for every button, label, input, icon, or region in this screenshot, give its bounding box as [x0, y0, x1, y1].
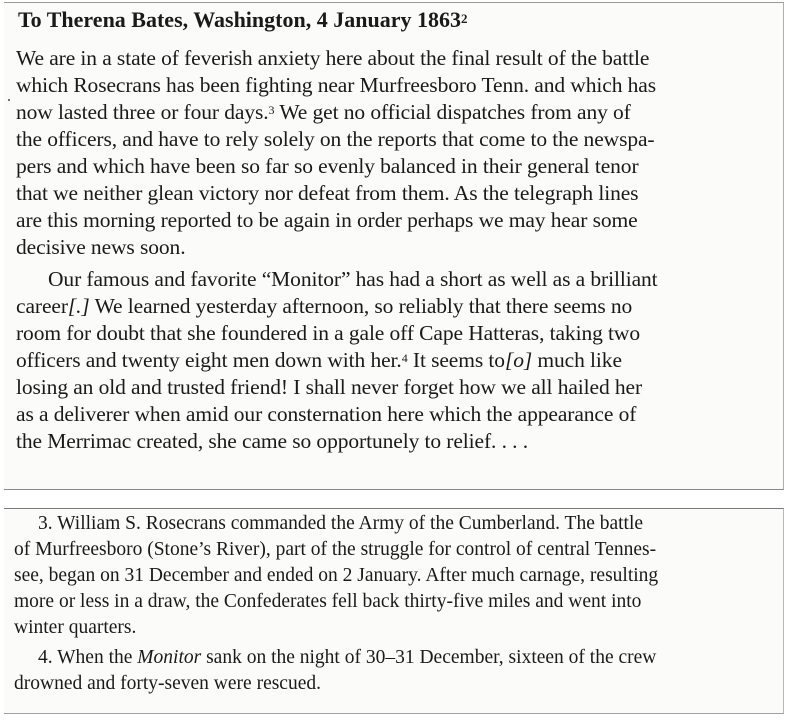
footnote-3-line: of Murfreesboro (Stone’s River), part of the struggle for control of central Tennes-	[14, 539, 657, 560]
letter-line: are this morning reported to be again in order perhaps we may hear some	[16, 208, 638, 232]
letter-text: We learned yesterday afternoon, so reliably that there seems no	[89, 294, 633, 318]
letter-heading	[18, 5, 467, 35]
footnote-ref-3: 3	[268, 103, 275, 117]
letter-line: as a deliverer when amid our consternation here which the appearance of	[16, 402, 637, 426]
letter-line: Our famous and favorite “Monitor” has had a short as well as a brilliant	[48, 267, 658, 291]
letter-line: that we neither glean victory nor defeat from them. As the telegraph lines	[16, 181, 639, 205]
footnote-4-line: drowned and forty-seven were rescued.	[14, 673, 321, 694]
letter-text: much like	[532, 348, 622, 372]
letter-line: the Merrimac created, she came so opportunely to relief. . . .	[16, 429, 528, 453]
letter-line: decisive news soon.	[16, 235, 186, 259]
letter-line	[16, 293, 632, 320]
footnote-text: 4. When the	[38, 647, 138, 668]
heading-text: To Therena Bates, Washington, 4 January 1863	[18, 7, 461, 32]
footnote-ref-4: 4	[401, 351, 408, 365]
letter-line: pers and which have been so far so evenly balanced in their general tenor	[16, 154, 639, 178]
footnote-3-line: winter quarters.	[14, 617, 137, 638]
footnotes-clipping	[4, 508, 784, 714]
ship-name: Monitor	[137, 647, 202, 668]
letter-text: career	[16, 294, 68, 318]
scan-speck	[8, 99, 10, 101]
footnote-3-line: more or less in a draw, the Confederates fell back thirty-five miles and went into	[14, 591, 642, 612]
editorial-insert: [.]	[67, 294, 90, 318]
footnote-3-line: see, began on 31 December and ended on 2 January. After much carnage, resulting	[14, 565, 659, 586]
heading-note-ref: 2	[460, 11, 468, 26]
letter-text: We get no official dispatches from any of	[274, 100, 631, 124]
letter-text: officers and twenty eight men down with her.	[16, 348, 402, 372]
editorial-insert: [o]	[504, 348, 533, 372]
footnote-text: sank on the night of 30–31 December, sixteen of the crew	[201, 647, 657, 668]
letter-line: room for doubt that she foundered in a gale off Cape Hatteras, taking two	[16, 321, 640, 345]
letter-line: which Rosecrans has been fighting near Murfreesboro Tenn. and which has	[16, 73, 656, 97]
letter-line	[16, 99, 631, 126]
letter-line: We are in a state of feverish anxiety here about the final result of the battle	[16, 46, 650, 70]
footnote-4-line	[38, 645, 656, 670]
letter-text: It seems to	[407, 348, 505, 372]
letter-text: now lasted three or four days.	[16, 100, 269, 124]
footnote-3-line: 3. William S. Rosecrans commanded the Army of the Cumberland. The battle	[38, 513, 644, 534]
letter-line	[16, 347, 622, 374]
letter-clipping	[4, 2, 784, 490]
letter-line: the officers, and have to rely solely on the reports that come to the newspa-	[16, 127, 655, 151]
letter-line: losing an old and trusted friend! I shall never forget how we all hailed her	[16, 375, 643, 399]
